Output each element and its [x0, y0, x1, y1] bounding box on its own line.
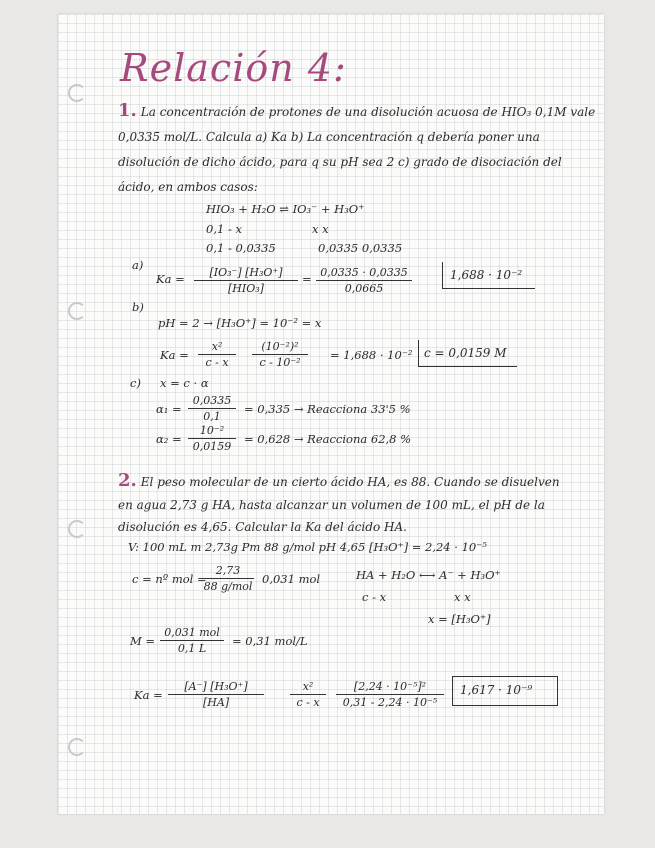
ka-fraction-b-2: $\frac{\text{(10⁻²)²}}{\text{c - 10⁻²}}$ [252, 340, 308, 369]
ka-fraction-b-1: $\frac{\text{x²}}{c - x}$ [198, 340, 236, 369]
page-title: Relación 4: [120, 46, 347, 90]
ka-result: 1,688 · 10⁻² [450, 268, 523, 282]
part-a-label: a) [132, 258, 144, 272]
ka-2-fraction-2: $\frac{\text{x²}}{c - x}$ [290, 680, 326, 709]
c-label: c = nº mol = [132, 572, 207, 586]
reaction-initial: 0,1 - x [206, 222, 242, 236]
alpha-1-label: α₁ = [156, 402, 182, 416]
x-definition: x = [H₃O⁺] [428, 612, 491, 626]
problem-1-line-2: 0,0335 mol/L. Calcula a) Ka b) La concentración q debería poner una [118, 130, 540, 144]
alpha-1-fraction: $\frac{0,0335}{0,1}$ [188, 394, 236, 423]
problem-1-number: 1. [118, 100, 137, 121]
ka-2-fraction-3: $\frac{\text{[2,24 · 10⁻⁵]²}}{\text{0,31 - 2,24 · 10⁻⁵}}$ [336, 680, 444, 709]
problem-2-number: 2. [118, 470, 137, 491]
ka-fraction-2: $\frac{0,0335 \cdot 0,0335}{0,0665}$ [316, 266, 412, 295]
ring-hole-icon [68, 84, 86, 102]
ka-label-b: Ka = [160, 348, 189, 362]
ring-hole-icon [68, 520, 86, 538]
problem-1-line-3: disolución de dicho ácido, para q su pH sea 2 c) grado de disociación del [118, 155, 562, 169]
problem-2-line-1 [118, 470, 560, 491]
problem-1-text: La concentración de protones de una disolución acuosa de HIO₃ 0,1M vale [140, 105, 596, 119]
problem-1-line-4: ácido, en ambos casos: [118, 180, 258, 194]
problem-2-line-2: en agua 2,73 g HA, hasta alcanzar un volumen de 100 mL, el pH de la [118, 498, 545, 512]
ka-value-b: = 1,688 · 10⁻² [330, 348, 413, 362]
part-c-text: x = c · α [160, 376, 209, 390]
reaction-equation: HIO₃ + H₂O ⇌ IO₃⁻ + H₃O⁺ [206, 202, 365, 216]
molarity-result: = 0,31 mol/L [232, 634, 308, 648]
ring-hole-icon [68, 738, 86, 756]
problem-2-data: V: 100 mL m 2,73g Pm 88 g/mol pH 4,65 [H₃O⁺] = 2,24 · 10⁻⁵ [128, 540, 487, 554]
part-b-label: b) [132, 300, 144, 314]
reaction-2-equation: HA + H₂O ⟷ A⁻ + H₃O⁺ [356, 568, 501, 582]
reaction-2-x: x x [454, 590, 471, 604]
reaction-change: x x [312, 222, 329, 236]
ka-label: Ka = [156, 272, 185, 286]
ka-2-fraction-1: $\frac{\text{[A⁻] [H₃O⁺]}}{[HA]}$ [168, 680, 264, 709]
molarity-label: M = [130, 634, 156, 648]
concentration-result: c = 0,0159 M [424, 346, 507, 360]
ka-equals: = [302, 272, 312, 286]
ring-hole-icon [68, 302, 86, 320]
problem-2-text: El peso molecular de un cierto ácido HA, es 88. Cuando se disuelven [140, 475, 560, 489]
ka-fraction-1: [IO₃⁻] [H₃O⁺] [HIO₃] [194, 266, 298, 295]
alpha-2-fraction: $\frac{\text{10⁻²}}{0,0159}$ [188, 424, 236, 453]
c-fraction: 2,73 88 g/mol [203, 564, 253, 593]
ka-2-label: Ka = [134, 688, 163, 702]
problem-1-line-1 [118, 100, 595, 121]
molarity-fraction: 0,031 mol 0,1 L [160, 626, 224, 655]
alpha-2-label: α₂ = [156, 432, 182, 446]
reaction-equilibrium-left: 0,1 - 0,0335 [206, 241, 276, 255]
part-c-label: c) [130, 376, 141, 390]
reaction-2-cx: c - x [362, 590, 387, 604]
ka-2-result: 1,617 · 10⁻⁹ [460, 683, 533, 697]
ph-equation: pH = 2 → [H₃O⁺] = 10⁻² = x [158, 316, 322, 330]
alpha-1-result: = 0,335 → Reacciona 33'5 % [244, 402, 411, 416]
reaction-equilibrium-right: 0,0335 0,0335 [318, 241, 403, 255]
problem-2-line-3: disolución es 4,65. Calcular la Ka del ácido HA. [118, 520, 407, 534]
alpha-2-result: = 0,628 → Reacciona 62,8 % [244, 432, 412, 446]
c-result: 0,031 mol [262, 572, 321, 586]
